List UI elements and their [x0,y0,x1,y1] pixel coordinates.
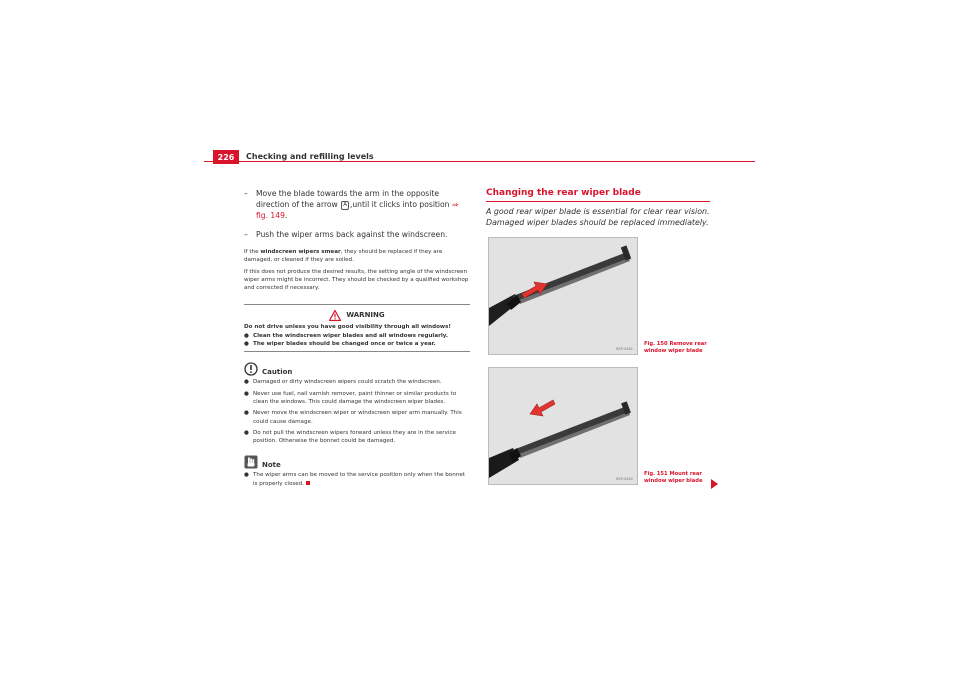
para-prefix: If the [244,249,261,255]
caution-icon [244,362,258,376]
step-1 [244,188,470,221]
caution-bullet [244,378,470,386]
bullet-text: The wiper arms can be moved to the service position only when the bonnet is properly closed. [253,472,465,487]
bullet-text: Clean the windscreen wiper blades and all windows regularly. [253,332,449,339]
caution-bullet [244,409,470,426]
section-rule [486,201,710,202]
bullet-text: Never move the windscreen wiper or windscreen wiper arm manually. This could cause damage. [253,410,462,425]
step-dash: – [244,230,248,239]
warning-heading [244,307,470,323]
warning-bullet [244,340,470,348]
step-text-after: ,until it clicks into position [349,200,450,209]
bullet-icon: ● [244,332,249,339]
warning-bullet [244,332,470,340]
bullet-icon: ● [244,410,249,417]
left-column [244,188,470,491]
caption-line: Fig. 150 Remove rear [644,341,707,347]
figure-151-caption [644,471,703,484]
bullet-text: Damaged or dirty windscreen wipers could scratch the windscreen. [253,379,442,386]
figure-id: B5P-0482 [616,477,633,481]
callout-a: A [343,202,347,208]
bullet-icon: ● [244,379,249,386]
figure-150-caption [644,341,707,354]
warning-triangle-icon [329,310,341,321]
warning-box [244,304,470,352]
caption-line: window wiper blade [644,347,703,354]
caption-line: Fig. 151 Mount rear [644,471,702,477]
note-hand-icon [244,455,258,469]
caution-heading [244,362,470,376]
next-page-arrow-icon[interactable] [711,479,718,489]
step-2 [244,229,470,240]
para-suffix: , they should be replaced if they are damaged, or cleaned if they are soiled. [244,249,443,264]
wiper-photo-remove [489,238,638,355]
figure-remove-wiper [488,237,638,355]
figure-id: B5P-0481 [616,347,633,351]
page-number: 226 [213,150,239,164]
section-intro: A good rear wiper blade is essential for clear rear vision. Damaged wiper blades should be replaced immediately. [486,207,710,227]
step-dash: – [244,189,248,198]
note-heading [244,455,470,469]
caution-title: Caution [262,368,293,377]
section-end-marker [306,481,310,485]
step-text: Move the blade towards the arm in the opposite direction of the arrow [256,189,439,209]
bullet-text: Do not pull the windscreen wipers forward unless they are in the service position. Otherwise the bonnet could be damaged. [253,429,456,445]
paragraph-smear [244,248,470,265]
para-bold: windscreen wipers smear [260,249,341,255]
caution-bullet [244,390,470,407]
figure-mount-wiper [488,367,638,485]
warning-title: WARNING [346,311,385,320]
caution-bullet [244,429,470,446]
note-title: Note [262,461,281,470]
paragraph-angle: If this does not produce the desired results, the setting angle of the windscreen wiper arms might be incorrect. They should be checked by a qualified workshop and corrected if necessary. [244,268,469,292]
bullet-icon: ● [244,390,249,397]
warning-lead: Do not drive unless you have good visibility through all windows! [244,324,451,331]
figure-link[interactable]: ⇒ fig. 149 [256,200,459,220]
bullet-icon: ● [244,472,249,479]
step-end: . [284,211,288,220]
bullet-text: Never use fuel, nail varnish remover, paint thinner or similar products to clean the windows. This could damage the windscreen wiper blades. [253,390,457,405]
bullet-text: The wiper blades should be changed once or twice a year. [253,341,436,348]
bullet-icon: ● [244,429,249,436]
caption-line: window wiper blade [644,477,703,484]
note-bullet [244,471,470,488]
wiper-photo-mount [489,368,638,485]
header-rule [204,161,755,162]
step-text: Push the wiper arms back against the windscreen. [256,230,448,239]
section-heading: Changing the rear wiper blade [486,188,641,198]
chapter-title: Checking and refilling levels [246,152,374,161]
bullet-icon: ● [244,341,249,348]
